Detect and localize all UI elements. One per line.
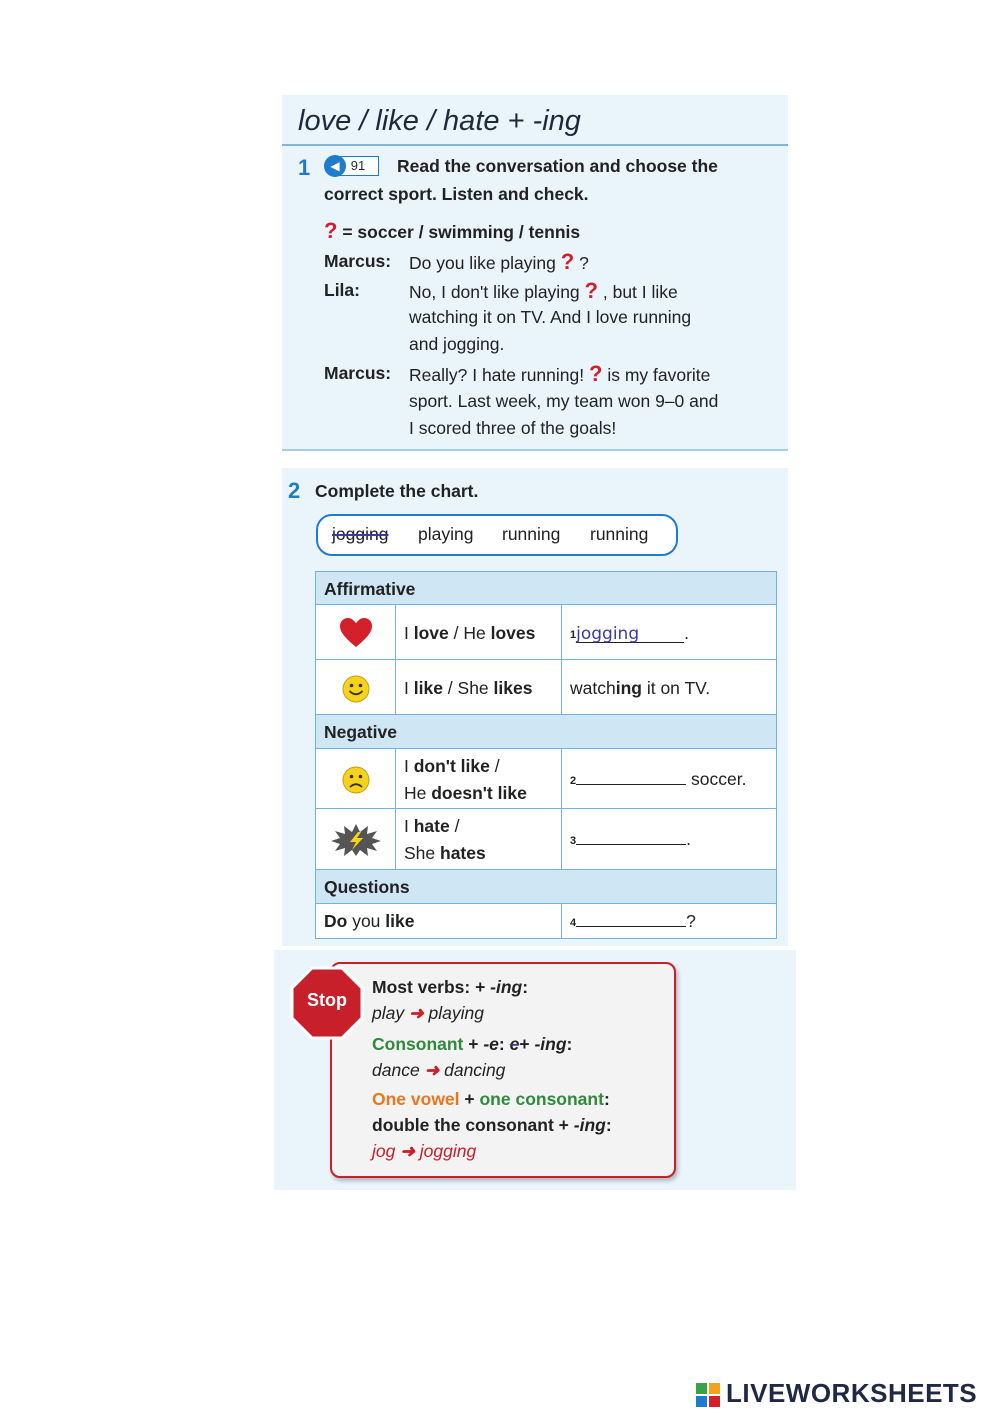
- word-bank-item: playing: [418, 524, 474, 544]
- dialogue-line: [409, 277, 678, 306]
- question-mark-icon: ?: [324, 218, 338, 243]
- rule-double-consonant: [372, 1112, 612, 1139]
- example-result: dancing: [444, 1060, 506, 1080]
- rule-suffix: -e: [483, 1034, 499, 1054]
- icon-cell: [316, 660, 396, 715]
- example-bold: ing: [615, 678, 642, 698]
- verb-cell: [396, 660, 562, 715]
- arrow-icon: ➜: [424, 1060, 440, 1080]
- arrow-icon: ➜: [408, 1003, 424, 1023]
- arrow-icon: ➜: [400, 1141, 415, 1161]
- verb-text: / She: [442, 678, 494, 698]
- liveworksheets-logo-icon: [696, 1383, 720, 1407]
- angry-burst-icon: [330, 823, 382, 857]
- rule-vowel-consonant: [372, 1086, 610, 1113]
- verb-text: I: [404, 678, 414, 698]
- punctuation: ?: [686, 911, 696, 931]
- exercise-number-2: 2: [288, 478, 301, 503]
- sport-options-text: = soccer / swimming / tennis: [342, 222, 581, 242]
- example-result: playing: [428, 1003, 484, 1023]
- verb-text: / He: [448, 623, 491, 643]
- verb-bold: love: [413, 623, 449, 643]
- question-mark-icon: ?: [584, 278, 598, 303]
- dialogue-text: , but I like: [598, 282, 678, 302]
- exercise-2-instruction: Complete the chart.: [315, 481, 479, 501]
- stop-label: Stop: [307, 990, 347, 1010]
- example-play: [372, 1000, 484, 1027]
- crossed-e: e: [509, 1034, 520, 1054]
- verb-bold: like: [385, 911, 415, 931]
- reading-panel: [282, 95, 788, 451]
- exercise-1-instruction-line1: Read the conversation and choose the: [397, 156, 718, 176]
- rule-text: Most verbs: +: [372, 977, 491, 997]
- example-result: jogging: [419, 1141, 477, 1161]
- rule-text: +: [459, 1089, 480, 1109]
- table-row: [315, 808, 777, 871]
- word-bank-item: running: [502, 524, 561, 544]
- answer-cell: [562, 605, 776, 660]
- answer-cell: [562, 749, 776, 809]
- answer-cell: [562, 660, 776, 715]
- panel-divider: [282, 449, 788, 451]
- verb-bold: don't like: [413, 756, 490, 776]
- dialogue-text: ?: [574, 253, 589, 273]
- dialogue-line: [409, 360, 710, 389]
- rule-suffix: -ing: [534, 1034, 567, 1054]
- dialogue-line: watching it on TV. And I love running: [409, 307, 692, 327]
- word-bank-item: jogging: [332, 524, 389, 544]
- verb-bold: loves: [490, 623, 536, 643]
- chart-header-affirmative: [315, 571, 777, 606]
- blank-number: 1: [570, 629, 577, 641]
- example-text: soccer.: [686, 769, 747, 789]
- rule-most-verbs: [372, 974, 528, 1001]
- rule-text: :: [522, 977, 529, 997]
- answer-blank-3[interactable]: [576, 826, 686, 845]
- brand-name: LIVEWORKSHEETS: [726, 1378, 978, 1408]
- rule-text: :: [498, 1034, 510, 1054]
- verb-cell: [396, 809, 562, 870]
- speaker-name: Marcus:: [324, 251, 392, 271]
- example-dance: [372, 1057, 505, 1084]
- rule-highlight: Consonant: [372, 1034, 464, 1054]
- rule-text: double the consonant +: [372, 1115, 574, 1135]
- table-row: [315, 903, 777, 939]
- rule-suffix: -ing: [490, 977, 523, 997]
- stop-sign-icon: [290, 966, 364, 1040]
- example-base: dance: [372, 1060, 420, 1080]
- rule-text: +: [519, 1034, 535, 1054]
- speaker-name: Marcus:: [324, 363, 392, 383]
- verb-bold: hate: [413, 816, 450, 836]
- spelling-rules-panel: [274, 950, 796, 1190]
- verb-bold: hates: [440, 843, 486, 863]
- verb-bold: doesn't like: [431, 783, 527, 803]
- answer-blank-1[interactable]: [576, 620, 684, 643]
- dialogue-line: I scored three of the goals!: [409, 418, 617, 438]
- stop-rules-box: [330, 962, 676, 1178]
- audio-track-number: 91: [338, 156, 379, 176]
- smiley-icon: [342, 675, 370, 703]
- verb-text: I: [404, 756, 414, 776]
- sad-face-icon: [342, 766, 370, 794]
- verb-bold: Do: [324, 911, 348, 931]
- speaker-icon: ◀: [324, 155, 346, 177]
- rule-suffix: -ing: [573, 1115, 606, 1135]
- example-text: it on TV.: [641, 678, 711, 698]
- answer-blank-4[interactable]: [576, 908, 686, 927]
- dialogue-line: sport. Last week, my team won 9–0 and: [409, 391, 719, 411]
- header-label: Negative: [324, 722, 397, 742]
- question-cell: [316, 904, 562, 938]
- dialogue-text: Do you like playing: [409, 253, 556, 273]
- blank-number: 2: [570, 775, 577, 787]
- heart-icon: [339, 618, 373, 648]
- rule-highlight: one consonant: [479, 1089, 604, 1109]
- chart-header-questions: [315, 869, 777, 905]
- word-bank: [316, 514, 678, 556]
- example-jog: [372, 1138, 476, 1165]
- page-title: love / like / hate + -ing: [298, 105, 581, 137]
- punctuation: .: [684, 623, 689, 643]
- answer-cell: [562, 904, 776, 938]
- verb-cell: [396, 749, 562, 809]
- table-row: [315, 659, 777, 716]
- verb-bold: like: [413, 678, 443, 698]
- verb-text: I: [404, 623, 414, 643]
- verb-text: /: [449, 816, 460, 836]
- question-mark-icon: ?: [560, 249, 575, 274]
- chart-panel: [282, 468, 788, 946]
- verb-text: I: [404, 816, 414, 836]
- dialogue-text: No, I don't like playing: [409, 282, 580, 302]
- icon-cell: [316, 605, 396, 660]
- dialogue-line: [409, 248, 589, 277]
- example-base: jog: [372, 1141, 396, 1161]
- verb-text: you: [347, 911, 386, 931]
- header-label: Affirmative: [324, 579, 416, 599]
- rule-highlight: One vowel: [372, 1089, 460, 1109]
- verb-text: /: [489, 756, 500, 776]
- speaker-name: Lila:: [324, 280, 360, 300]
- verb-text: She: [404, 843, 440, 863]
- table-row: [315, 604, 777, 661]
- verb-cell: [396, 605, 562, 660]
- dialogue-line: and jogging.: [409, 334, 505, 354]
- header-label: Questions: [324, 877, 410, 897]
- dialogue-text: is my favorite: [602, 365, 711, 385]
- example-base: play: [372, 1003, 405, 1023]
- word-bank-item: running: [590, 524, 649, 544]
- rule-consonant-e: [372, 1031, 572, 1058]
- title-divider: [282, 144, 788, 146]
- table-row: [315, 748, 777, 810]
- answer-blank-2[interactable]: [576, 766, 686, 785]
- icon-cell: [316, 809, 396, 870]
- verb-bold: likes: [493, 678, 533, 698]
- verb-text: He: [404, 783, 432, 803]
- exercise-number-1: 1: [298, 155, 311, 180]
- punctuation: .: [686, 829, 691, 849]
- question-mark-icon: ?: [589, 361, 603, 386]
- blank-number: 3: [570, 835, 577, 847]
- rule-text: :: [566, 1034, 573, 1054]
- rule-text: :: [605, 1115, 612, 1135]
- exercise-1-instruction-line2: correct sport. Listen and check.: [324, 184, 589, 204]
- audio-track-button[interactable]: [324, 155, 390, 177]
- blank-number: 4: [570, 917, 577, 929]
- rule-text: +: [463, 1034, 484, 1054]
- dialogue-text: Really? I hate running!: [409, 365, 585, 385]
- icon-cell: [316, 749, 396, 809]
- sport-options: [324, 217, 580, 246]
- rule-text: :: [603, 1089, 610, 1109]
- example-text: watch: [570, 678, 616, 698]
- answer-1-value: jogging: [576, 624, 640, 644]
- chart-header-negative: [315, 714, 777, 750]
- answer-cell: [562, 809, 776, 870]
